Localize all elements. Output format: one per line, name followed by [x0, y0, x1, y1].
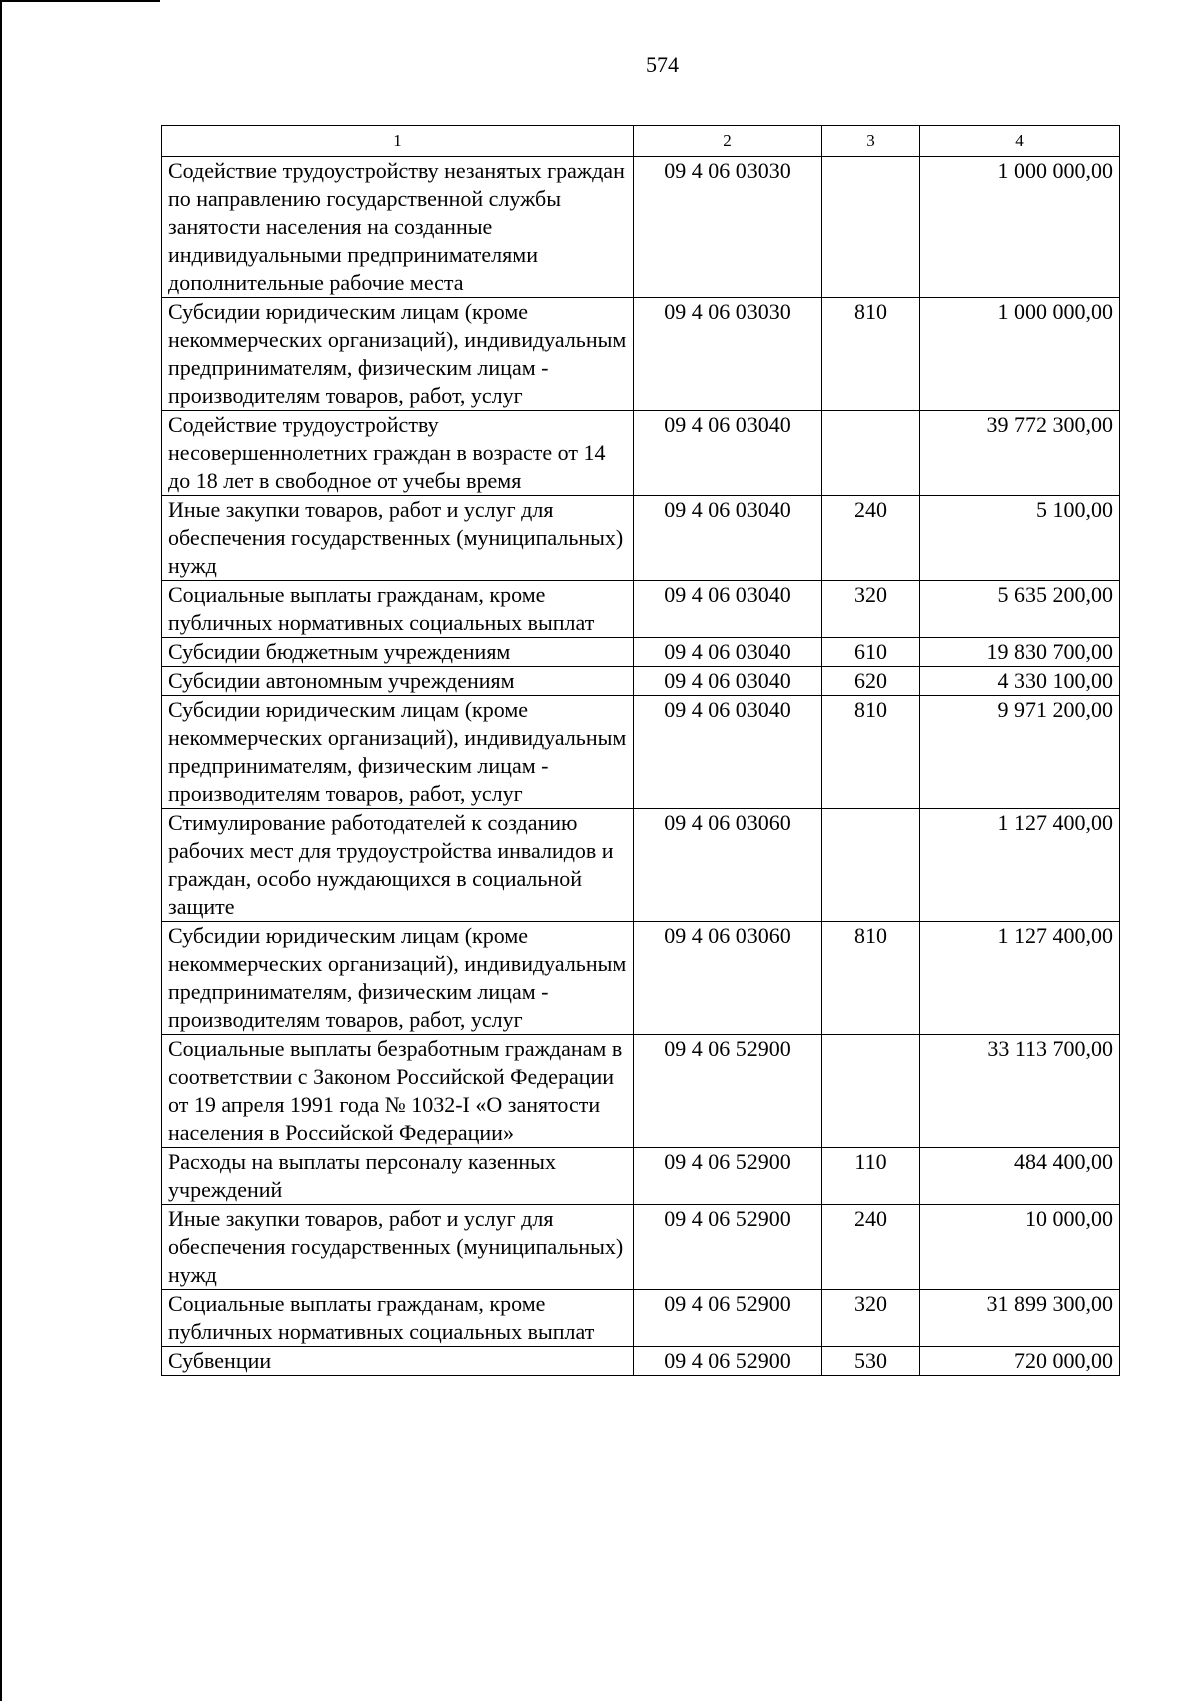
- row-name: Субсидии юридическим лицам (кроме некоммерческих организаций), индивидуальным предпринимателям, физическим лицам - производителям товаров, работ, услуг: [162, 922, 634, 1035]
- row-amount: 484 400,00: [920, 1148, 1120, 1205]
- row-name: Субвенции: [162, 1347, 634, 1376]
- table-row: [162, 298, 1120, 411]
- budget-table: [161, 125, 1120, 1376]
- row-amount: 31 899 300,00: [920, 1290, 1120, 1347]
- row-type: 240: [822, 496, 920, 581]
- row-type: 810: [822, 922, 920, 1035]
- header-col-2: 2: [634, 126, 822, 157]
- table-row: [162, 638, 1120, 667]
- row-amount: 1 127 400,00: [920, 922, 1120, 1035]
- row-name: Содействие трудоустройству незанятых граждан по направлению государственной службы занятости населения на созданные индивидуальными предпринимателями дополнительные рабочие места: [162, 157, 634, 298]
- row-type: 810: [822, 696, 920, 809]
- table-row: [162, 809, 1120, 922]
- row-amount: 1 000 000,00: [920, 298, 1120, 411]
- scan-edge-left: [0, 0, 2, 1701]
- table-row: [162, 1148, 1120, 1205]
- row-code: 09 4 06 03030: [634, 298, 822, 411]
- row-amount: 10 000,00: [920, 1205, 1120, 1290]
- table-row: [162, 1290, 1120, 1347]
- row-type: 530: [822, 1347, 920, 1376]
- row-code: 09 4 06 03040: [634, 496, 822, 581]
- row-code: 09 4 06 03040: [634, 638, 822, 667]
- row-amount: 19 830 700,00: [920, 638, 1120, 667]
- row-code: 09 4 06 03040: [634, 667, 822, 696]
- row-code: 09 4 06 03040: [634, 696, 822, 809]
- row-code: 09 4 06 52900: [634, 1205, 822, 1290]
- row-amount: 1 127 400,00: [920, 809, 1120, 922]
- table-row: [162, 496, 1120, 581]
- row-code: 09 4 06 03060: [634, 809, 822, 922]
- header-col-1: 1: [162, 126, 634, 157]
- row-name: Стимулирование работодателей к созданию рабочих мест для трудоустройства инвалидов и граждан, особо нуждающихся в социальной защите: [162, 809, 634, 922]
- row-code: 09 4 06 03040: [634, 581, 822, 638]
- row-type: [822, 809, 920, 922]
- row-name: Субсидии бюджетным учреждениям: [162, 638, 634, 667]
- row-type: [822, 411, 920, 496]
- row-type: 320: [822, 1290, 920, 1347]
- row-type: [822, 1035, 920, 1148]
- table-row: [162, 696, 1120, 809]
- page-number: 574: [646, 52, 679, 77]
- table-row: [162, 411, 1120, 496]
- row-name: Расходы на выплаты персоналу казенных учреждений: [162, 1148, 634, 1205]
- table-row: [162, 667, 1120, 696]
- row-amount: 39 772 300,00: [920, 411, 1120, 496]
- row-type: 240: [822, 1205, 920, 1290]
- row-code: 09 4 06 52900: [634, 1035, 822, 1148]
- row-code: 09 4 06 52900: [634, 1347, 822, 1376]
- row-name: Субсидии юридическим лицам (кроме некоммерческих организаций), индивидуальным предпринимателям, физическим лицам - производителям товаров, работ, услуг: [162, 696, 634, 809]
- row-name: Социальные выплаты гражданам, кроме публичных нормативных социальных выплат: [162, 1290, 634, 1347]
- row-code: 09 4 06 03040: [634, 411, 822, 496]
- row-type: 620: [822, 667, 920, 696]
- header-col-4: 4: [920, 126, 1120, 157]
- row-name: Содействие трудоустройству несовершеннолетних граждан в возрасте от 14 до 18 лет в свободное от учебы время: [162, 411, 634, 496]
- row-name: Иные закупки товаров, работ и услуг для обеспечения государственных (муниципальных) нужд: [162, 496, 634, 581]
- scan-edge-top: [0, 0, 160, 2]
- table-row: [162, 581, 1120, 638]
- row-code: 09 4 06 03060: [634, 922, 822, 1035]
- row-type: 810: [822, 298, 920, 411]
- row-amount: 720 000,00: [920, 1347, 1120, 1376]
- table-row: [162, 922, 1120, 1035]
- row-amount: 5 635 200,00: [920, 581, 1120, 638]
- row-code: 09 4 06 52900: [634, 1148, 822, 1205]
- row-amount: 4 330 100,00: [920, 667, 1120, 696]
- row-amount: 9 971 200,00: [920, 696, 1120, 809]
- header-col-3: 3: [822, 126, 920, 157]
- row-code: 09 4 06 03030: [634, 157, 822, 298]
- header-row: [162, 126, 1120, 157]
- row-type: 110: [822, 1148, 920, 1205]
- table-row: [162, 1347, 1120, 1376]
- row-name: Социальные выплаты безработным гражданам в соответствии с Законом Российской Федерации от 19 апреля 1991 года № 1032-I «О занятости населения в Российской Федерации»: [162, 1035, 634, 1148]
- row-name: Субсидии юридическим лицам (кроме некоммерческих организаций), индивидуальным предпринимателям, физическим лицам - производителям товаров, работ, услуг: [162, 298, 634, 411]
- row-amount: 5 100,00: [920, 496, 1120, 581]
- table-row: [162, 1035, 1120, 1148]
- row-type: [822, 157, 920, 298]
- row-type: 610: [822, 638, 920, 667]
- row-type: 320: [822, 581, 920, 638]
- row-name: Иные закупки товаров, работ и услуг для обеспечения государственных (муниципальных) нужд: [162, 1205, 634, 1290]
- row-name: Социальные выплаты гражданам, кроме публичных нормативных социальных выплат: [162, 581, 634, 638]
- row-amount: 1 000 000,00: [920, 157, 1120, 298]
- row-code: 09 4 06 52900: [634, 1290, 822, 1347]
- row-name: Субсидии автономным учреждениям: [162, 667, 634, 696]
- table-row: [162, 1205, 1120, 1290]
- table-row: [162, 157, 1120, 298]
- row-amount: 33 113 700,00: [920, 1035, 1120, 1148]
